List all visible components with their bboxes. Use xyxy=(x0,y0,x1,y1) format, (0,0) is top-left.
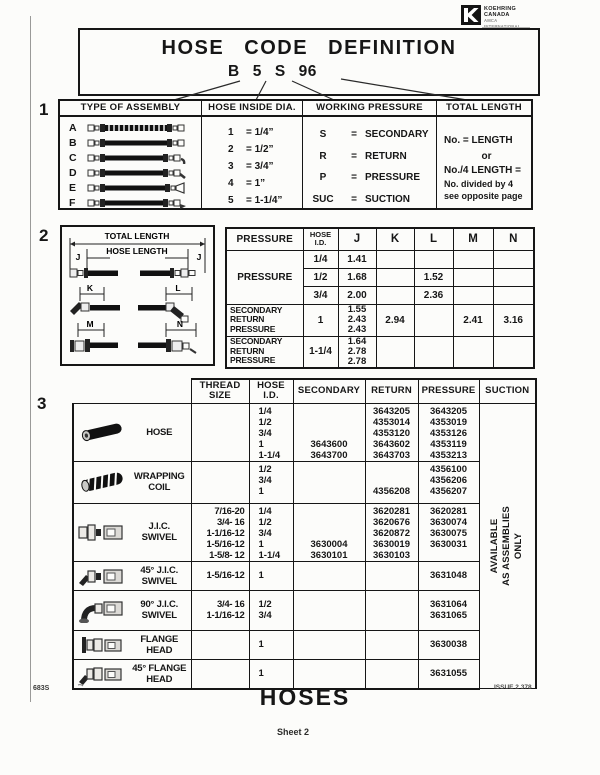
product-name: FLANGE HEAD xyxy=(140,633,179,656)
dia-value: = 1/4” xyxy=(246,127,274,138)
section2-number: 2 xyxy=(39,226,49,245)
thread-size-cell xyxy=(191,403,249,461)
dia-item xyxy=(228,175,302,192)
hose-id-value: 1-1/4 xyxy=(303,336,338,368)
dia-code: 3 xyxy=(228,161,234,172)
wp-equals: = xyxy=(351,193,357,205)
col-pressure: PRESSURE xyxy=(418,379,479,403)
secondary-part-numbers xyxy=(293,590,365,630)
hose-id-value: 3/4 xyxy=(303,286,338,304)
assembly-row-e xyxy=(60,180,201,195)
product-name: 45° J.I.C. SWIVEL xyxy=(140,564,179,587)
m-value xyxy=(453,286,493,304)
product-cell xyxy=(73,561,191,590)
assembly-letter: B xyxy=(69,136,77,149)
col-thread-size: THREAD SIZE xyxy=(191,379,249,403)
col-n: N xyxy=(493,228,534,250)
secondary-part-numbers: 3643600 3643700 xyxy=(293,403,365,461)
dia-value: = 1/2” xyxy=(246,144,274,155)
product-cell xyxy=(73,659,191,689)
total-length-notes xyxy=(437,117,531,208)
assembly-type-list xyxy=(60,117,202,208)
section1-number: 1 xyxy=(39,100,49,119)
jic-swivel-45-icon xyxy=(76,563,128,589)
product-name: HOSE xyxy=(146,426,173,438)
hose-code-example xyxy=(228,63,317,81)
dia-code: 2 xyxy=(228,144,234,155)
wp-code: SUC xyxy=(312,193,334,205)
assembly-hose-f-icon xyxy=(87,197,187,209)
l-value: 2.36 xyxy=(414,286,453,304)
col-hose-id: HOSE I.D. xyxy=(303,228,338,250)
diagram-l-label: L xyxy=(175,283,181,293)
flange-head-icon xyxy=(76,632,128,658)
product-cell xyxy=(73,461,191,503)
assembly-hose-d-icon xyxy=(87,167,187,179)
code-part-pressure: S xyxy=(274,63,286,80)
pressure-part-numbers: 3620281 3630074 3630075 3630031 xyxy=(418,503,479,561)
wp-equals: = xyxy=(351,172,357,183)
secondary-part-numbers: 3630004 3630101 xyxy=(293,503,365,561)
dimension-table-header xyxy=(226,228,534,250)
wp-item xyxy=(303,124,436,146)
return-part-numbers: 3620281 3620676 3620872 3630019 3630103 xyxy=(365,503,418,561)
table-row xyxy=(226,250,534,268)
diagram-hose-flange xyxy=(70,339,196,353)
n-value: 3.16 xyxy=(493,304,534,336)
wrapping-coil-icon xyxy=(76,469,128,495)
code-part-assembly: B xyxy=(228,63,240,80)
wp-word: SECONDARY xyxy=(365,129,429,140)
page-margin-rule xyxy=(30,16,31,702)
j-value: 1.68 xyxy=(338,268,376,286)
m-value xyxy=(453,336,493,368)
pressure-part-numbers: 3643205 4353019 4353126 4353119 4353213 xyxy=(418,403,479,461)
assembly-hose-b-icon xyxy=(87,137,187,149)
length-diagram xyxy=(60,225,215,366)
product-cell xyxy=(73,503,191,561)
brand-name-line1: KOEHRING xyxy=(484,6,517,12)
return-part-numbers: 3643205 4353014 4353120 3643602 3643703 xyxy=(365,403,418,461)
return-part-numbers: 4356208 xyxy=(365,461,418,503)
l-value xyxy=(414,336,453,368)
header-hose-inside-dia: HOSE INSIDE DIA. xyxy=(202,101,303,115)
product-cell xyxy=(73,630,191,659)
k-value xyxy=(376,336,414,368)
secondary-part-numbers xyxy=(293,630,365,659)
pressure-part-numbers: 3631055 xyxy=(418,659,479,689)
assembly-row-f xyxy=(60,195,201,210)
dia-item xyxy=(228,158,302,175)
col-pressure: PRESSURE xyxy=(226,228,303,250)
form-number: 683S xyxy=(33,685,50,692)
return-part-numbers xyxy=(365,561,418,590)
working-pressure-list xyxy=(303,117,437,208)
thread-size-cell: 1-5/16-12 xyxy=(191,561,249,590)
diagram-m-label: M xyxy=(86,319,94,329)
assembly-letter: F xyxy=(69,196,76,209)
assembly-row-c xyxy=(60,150,201,165)
dia-code: 4 xyxy=(228,178,234,189)
total-length-note: No. divided by 4 xyxy=(444,179,514,189)
dia-item xyxy=(228,192,302,209)
brand-sub-line1: AMCA xyxy=(484,18,498,23)
suction-availability-note: AVAILABLE AS ASSEMBLIES ONLY xyxy=(489,505,525,586)
dia-value: = 1-1/4” xyxy=(246,195,283,206)
dimension-table xyxy=(225,227,535,369)
parts-row-hose xyxy=(73,403,536,461)
hose-inside-dia-list xyxy=(202,117,303,208)
col-l: L xyxy=(414,228,453,250)
section1-code-table xyxy=(58,99,533,210)
assembly-letter: D xyxy=(69,166,77,179)
col-m: M xyxy=(453,228,493,250)
hose-id-cell: 1/2 3/4 xyxy=(249,590,293,630)
col-secondary: SECONDARY xyxy=(293,379,365,403)
parts-row-wrapping-coil xyxy=(73,461,536,503)
dia-code: 1 xyxy=(228,127,234,138)
wp-code: S xyxy=(319,129,327,140)
col-hose-id: HOSE I.D. xyxy=(249,379,293,403)
parts-row-jic-swivel xyxy=(73,503,536,561)
k-value: 2.94 xyxy=(376,304,414,336)
wp-item xyxy=(303,167,436,189)
header-total-length: TOTAL LENGTH xyxy=(446,102,522,113)
hose-icon xyxy=(76,419,128,445)
thread-size-cell: 7/16-20 3/4- 16 1-1/16-12 1-5/16-12 1-5/8- 12 xyxy=(191,503,249,561)
section1-header-row xyxy=(60,101,531,117)
hose-id-cell: 1 xyxy=(249,659,293,689)
col-j: J xyxy=(338,228,376,250)
header-spacer xyxy=(73,379,191,403)
pressure-part-numbers: 3631048 xyxy=(418,561,479,590)
wp-item xyxy=(303,189,436,211)
section3-number: 3 xyxy=(37,394,47,413)
return-part-numbers xyxy=(365,590,418,630)
diagram-j-left-label: J xyxy=(75,252,81,262)
wp-equals: = xyxy=(351,129,357,140)
secondary-part-numbers xyxy=(293,461,365,503)
parts-row-flange-head xyxy=(73,630,536,659)
assembly-letter: A xyxy=(69,121,77,134)
hose-id-cell: 1/4 1/2 3/4 1 1-1/4 xyxy=(249,403,293,461)
product-name: WRAPPING COIL xyxy=(133,471,185,493)
thread-size-cell xyxy=(191,461,249,503)
secondary-part-numbers xyxy=(293,561,365,590)
diagram-k-label: K xyxy=(86,283,94,293)
assembly-hose-c-icon xyxy=(87,152,187,164)
parts-table-header xyxy=(73,379,536,403)
m-value: 2.41 xyxy=(453,304,493,336)
total-length-note: No. = LENGTH xyxy=(444,135,513,146)
pressure-part-numbers: 3630038 xyxy=(418,630,479,659)
col-k: K xyxy=(376,228,414,250)
wp-code: R xyxy=(319,150,327,162)
wp-word: SUCTION xyxy=(365,193,410,205)
k-value xyxy=(376,268,414,286)
pressure-group-label: SECONDARY RETURN PRESSURE xyxy=(226,304,303,336)
return-part-numbers xyxy=(365,630,418,659)
m-value xyxy=(453,268,493,286)
total-length-note: No./4 LENGTH = xyxy=(444,165,521,176)
issue-number: ISSUE 2 378 xyxy=(494,684,532,691)
assembly-letter: E xyxy=(69,181,77,194)
hose-id-cell: 1/4 1/2 3/4 1 1-1/4 xyxy=(249,503,293,561)
assembly-row-a xyxy=(60,120,201,135)
pressure-part-numbers: 3631064 3631065 xyxy=(418,590,479,630)
hose-id-value: 1/2 xyxy=(303,268,338,286)
diagram-j-right-label: J xyxy=(196,252,202,262)
assembly-row-b xyxy=(60,135,201,150)
brand-name-line2: CANADA xyxy=(484,12,510,18)
sheet-number: Sheet 2 xyxy=(276,727,309,737)
hose-id-cell: 1 xyxy=(249,561,293,590)
k-value xyxy=(376,250,414,268)
l-value xyxy=(414,304,453,336)
parts-table xyxy=(72,378,537,690)
wp-code: P xyxy=(319,172,327,183)
section1-body xyxy=(60,117,531,208)
assembly-letter: C xyxy=(69,151,77,164)
jic-swivel-90-icon xyxy=(76,597,128,623)
dia-item xyxy=(228,141,302,158)
header-type-of-assembly: TYPE OF ASSEMBLY xyxy=(60,101,202,115)
diagram-hose-length-label: HOSE LENGTH xyxy=(106,246,168,256)
dia-code: 5 xyxy=(228,195,234,206)
l-value xyxy=(414,250,453,268)
parts-row-90-jic-swivel xyxy=(73,590,536,630)
m-value xyxy=(453,250,493,268)
hose-id-cell: 1/2 3/4 1 xyxy=(249,461,293,503)
product-name: 45° FLANGE HEAD xyxy=(132,662,187,685)
assembly-row-d xyxy=(60,165,201,180)
product-name: J.I.C. SWIVEL xyxy=(141,521,177,543)
diagram-total-length-label: TOTAL LENGTH xyxy=(104,231,170,241)
koehring-k-icon xyxy=(461,5,481,25)
thread-size-cell: 3/4- 16 1-1/16-12 xyxy=(191,590,249,630)
n-value xyxy=(493,286,534,304)
code-part-length: 96 xyxy=(298,63,317,80)
total-length-note: or xyxy=(481,151,492,162)
dia-value: = 1” xyxy=(246,178,266,189)
col-return: RETURN xyxy=(365,379,418,403)
wp-equals: = xyxy=(351,150,357,162)
code-part-dia: 5 xyxy=(252,63,262,80)
product-cell xyxy=(73,590,191,630)
wp-word: PRESSURE xyxy=(365,172,421,183)
suction-note-cell xyxy=(479,403,536,689)
product-name: 90° J.I.C. SWIVEL xyxy=(140,599,179,621)
n-value xyxy=(493,268,534,286)
n-value xyxy=(493,250,534,268)
product-cell xyxy=(73,403,191,461)
thread-size-cell xyxy=(191,630,249,659)
total-length-note: see opposite page xyxy=(444,191,523,201)
j-value: 1.41 xyxy=(338,250,376,268)
n-value xyxy=(493,336,534,368)
page-title: HOSE CODE DEFINITION xyxy=(161,37,457,59)
assembly-hose-e-icon xyxy=(87,182,187,194)
pressure-group-label: PRESSURE xyxy=(226,250,303,304)
flange-head-45-icon xyxy=(76,661,128,687)
j-value: 2.00 xyxy=(338,286,376,304)
wp-word: RETURN xyxy=(365,150,407,162)
diagram-hose-straight xyxy=(70,268,195,278)
table-row xyxy=(226,304,534,336)
hose-id-cell: 1 xyxy=(249,630,293,659)
diagram-n-label: N xyxy=(176,319,184,329)
k-value xyxy=(376,286,414,304)
wp-item xyxy=(303,146,436,168)
assembly-hose-a-icon xyxy=(87,122,187,134)
l-value: 1.52 xyxy=(414,268,453,286)
j-values: 1.64 2.78 2.78 xyxy=(338,336,376,368)
j-values: 1.55 2.43 2.43 xyxy=(338,304,376,336)
hose-id-value: 1 xyxy=(303,304,338,336)
page-footer-title: HOSES xyxy=(259,684,351,710)
dia-item xyxy=(228,124,302,141)
pressure-group-label: SECONDARY RETURN PRESSURE xyxy=(226,336,303,368)
jic-swivel-icon xyxy=(76,519,128,545)
dia-value: = 3/4” xyxy=(246,161,274,172)
title-box xyxy=(78,28,540,96)
col-suction: SUCTION xyxy=(479,379,536,403)
parts-row-45-jic-swivel xyxy=(73,561,536,590)
hose-length-diagram-icon xyxy=(62,227,212,363)
pressure-part-numbers: 4356100 4356206 4356207 xyxy=(418,461,479,503)
hose-id-value: 1/4 xyxy=(303,250,338,268)
header-working-pressure: WORKING PRESSURE xyxy=(303,101,437,115)
table-row xyxy=(226,336,534,368)
